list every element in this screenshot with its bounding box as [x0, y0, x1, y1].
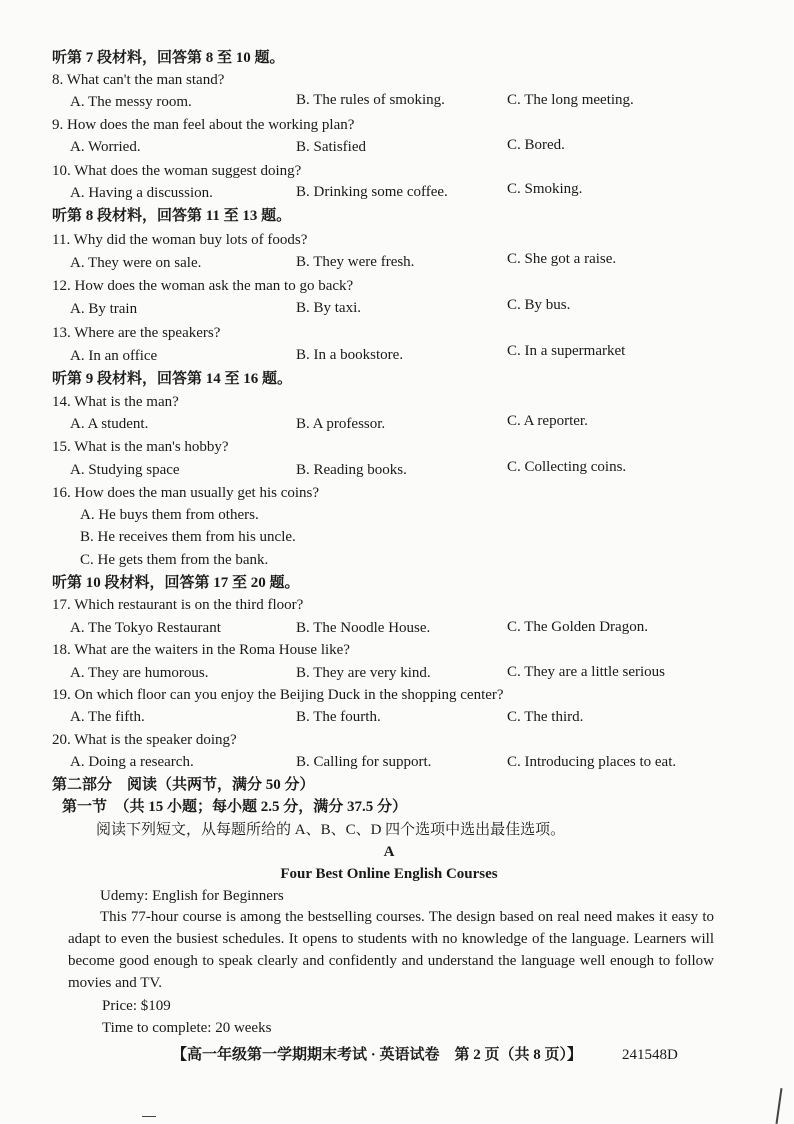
question-20: 20. What is the speaker doing? — [52, 732, 237, 748]
section-9-heading: 听第 9 段材料，回答第 14 至 16 题。 — [52, 371, 293, 387]
scan-mark — [142, 1116, 156, 1117]
q10-option-c: C. Smoking. — [507, 181, 583, 197]
question-12: 12. How does the woman ask the man to go back? — [52, 278, 354, 294]
course-price: Price: $109 — [102, 998, 171, 1014]
course-time: Time to complete: 20 weeks — [102, 1020, 272, 1036]
q15-option-c: C. Collecting coins. — [507, 459, 627, 475]
question-13: 13. Where are the speakers? — [52, 325, 221, 341]
question-14: 14. What is the man? — [52, 394, 179, 410]
q15-option-b: B. Reading books. — [296, 462, 407, 478]
q16-option-a: A. He buys them from others. — [80, 507, 259, 523]
q8-option-b: B. The rules of smoking. — [296, 92, 445, 108]
q19-option-b: B. The fourth. — [296, 709, 381, 725]
question-16: 16. How does the man usually get his coins? — [52, 485, 320, 501]
q12-option-c: C. By bus. — [507, 297, 571, 313]
scan-mark — [776, 1088, 783, 1124]
course-paragraph-text: This 77-hour course is among the bestselling courses. The design based on real need makes it easy to adapt to even the busiest schedules. It opens to students with no knowledge of the language. Learners will become good enough to speak clearly and confidently and understand the language well enough to follow movies and TV. — [68, 909, 714, 991]
q8-option-a: A. The messy room. — [70, 94, 192, 110]
question-11: 11. Why did the woman buy lots of foods? — [52, 232, 308, 248]
section-10-heading: 听第 10 段材料，回答第 17 至 20 题。 — [52, 575, 300, 591]
page-footer: 【高一年级第一学期期末考试 · 英语试卷 第 2 页（共 8 页）】 — [172, 1047, 583, 1063]
q20-option-c: C. Introducing places to eat. — [507, 754, 677, 770]
q16-option-c: C. He gets them from the bank. — [80, 552, 269, 568]
q14-option-c: C. A reporter. — [507, 413, 588, 429]
question-18: 18. What are the waiters in the Roma House like? — [52, 642, 350, 658]
q11-option-b: B. They were fresh. — [296, 254, 415, 270]
q17-option-b: B. The Noodle House. — [296, 620, 431, 636]
q11-option-c: C. She got a raise. — [507, 251, 617, 267]
q12-option-a: A. By train — [70, 301, 138, 317]
question-10: 10. What does the woman suggest doing? — [52, 163, 302, 179]
q19-option-a: A. The fifth. — [70, 709, 145, 725]
q8-option-c: C. The long meeting. — [507, 92, 634, 108]
passage-title: Four Best Online English Courses — [280, 866, 498, 882]
q17-option-a: A. The Tokyo Restaurant — [70, 620, 221, 636]
question-17: 17. Which restaurant is on the third floor? — [52, 597, 304, 613]
q16-option-b: B. He receives them from his uncle. — [80, 529, 296, 545]
q17-option-c: C. The Golden Dragon. — [507, 619, 648, 635]
part2-instruction: 阅读下列短文，从每题所给的 A、B、C、D 四个选项中选出最佳选项。 — [96, 822, 566, 838]
q19-option-c: C. The third. — [507, 709, 584, 725]
part2-heading: 第二部分 阅读（共两节，满分 50 分） — [52, 777, 315, 793]
q13-option-a: A. In an office — [70, 348, 158, 364]
q14-option-a: A. A student. — [70, 416, 149, 432]
q12-option-b: B. By taxi. — [296, 300, 362, 316]
q9-option-c: C. Bored. — [507, 137, 565, 153]
question-8: 8. What can't the man stand? — [52, 72, 225, 88]
question-15: 15. What is the man's hobby? — [52, 439, 229, 455]
q18-option-a: A. They are humorous. — [70, 665, 209, 681]
course-name: Udemy: English for Beginners — [100, 888, 284, 904]
q9-option-b: B. Satisfied — [296, 139, 366, 155]
q20-option-b: B. Calling for support. — [296, 754, 432, 770]
question-9: 9. How does the man feel about the working plan? — [52, 117, 355, 133]
q10-option-b: B. Drinking some coffee. — [296, 184, 448, 200]
q13-option-b: B. In a bookstore. — [296, 347, 404, 363]
q13-option-c: C. In a supermarket — [507, 343, 626, 359]
part2-section1: 第一节 （共 15 小题；每小题 2.5 分，满分 37.5 分） — [62, 799, 408, 815]
q20-option-a: A. Doing a research. — [70, 754, 194, 770]
q10-option-a: A. Having a discussion. — [70, 185, 213, 201]
exam-code: 241548D — [622, 1047, 678, 1063]
section-7-heading: 听第 7 段材料，回答第 8 至 10 题。 — [52, 50, 285, 66]
q9-option-a: A. Worried. — [70, 139, 141, 155]
q18-option-c: C. They are a little serious — [507, 664, 666, 680]
passage-letter: A — [383, 844, 395, 860]
q14-option-b: B. A professor. — [296, 416, 386, 432]
q15-option-a: A. Studying space — [70, 462, 180, 478]
question-19: 19. On which floor can you enjoy the Beijing Duck in the shopping center? — [52, 687, 504, 703]
course-paragraph — [68, 906, 714, 994]
q18-option-b: B. They are very kind. — [296, 665, 431, 681]
section-8-heading: 听第 8 段材料，回答第 11 至 13 题。 — [52, 208, 292, 224]
q11-option-a: A. They were on sale. — [70, 255, 202, 271]
